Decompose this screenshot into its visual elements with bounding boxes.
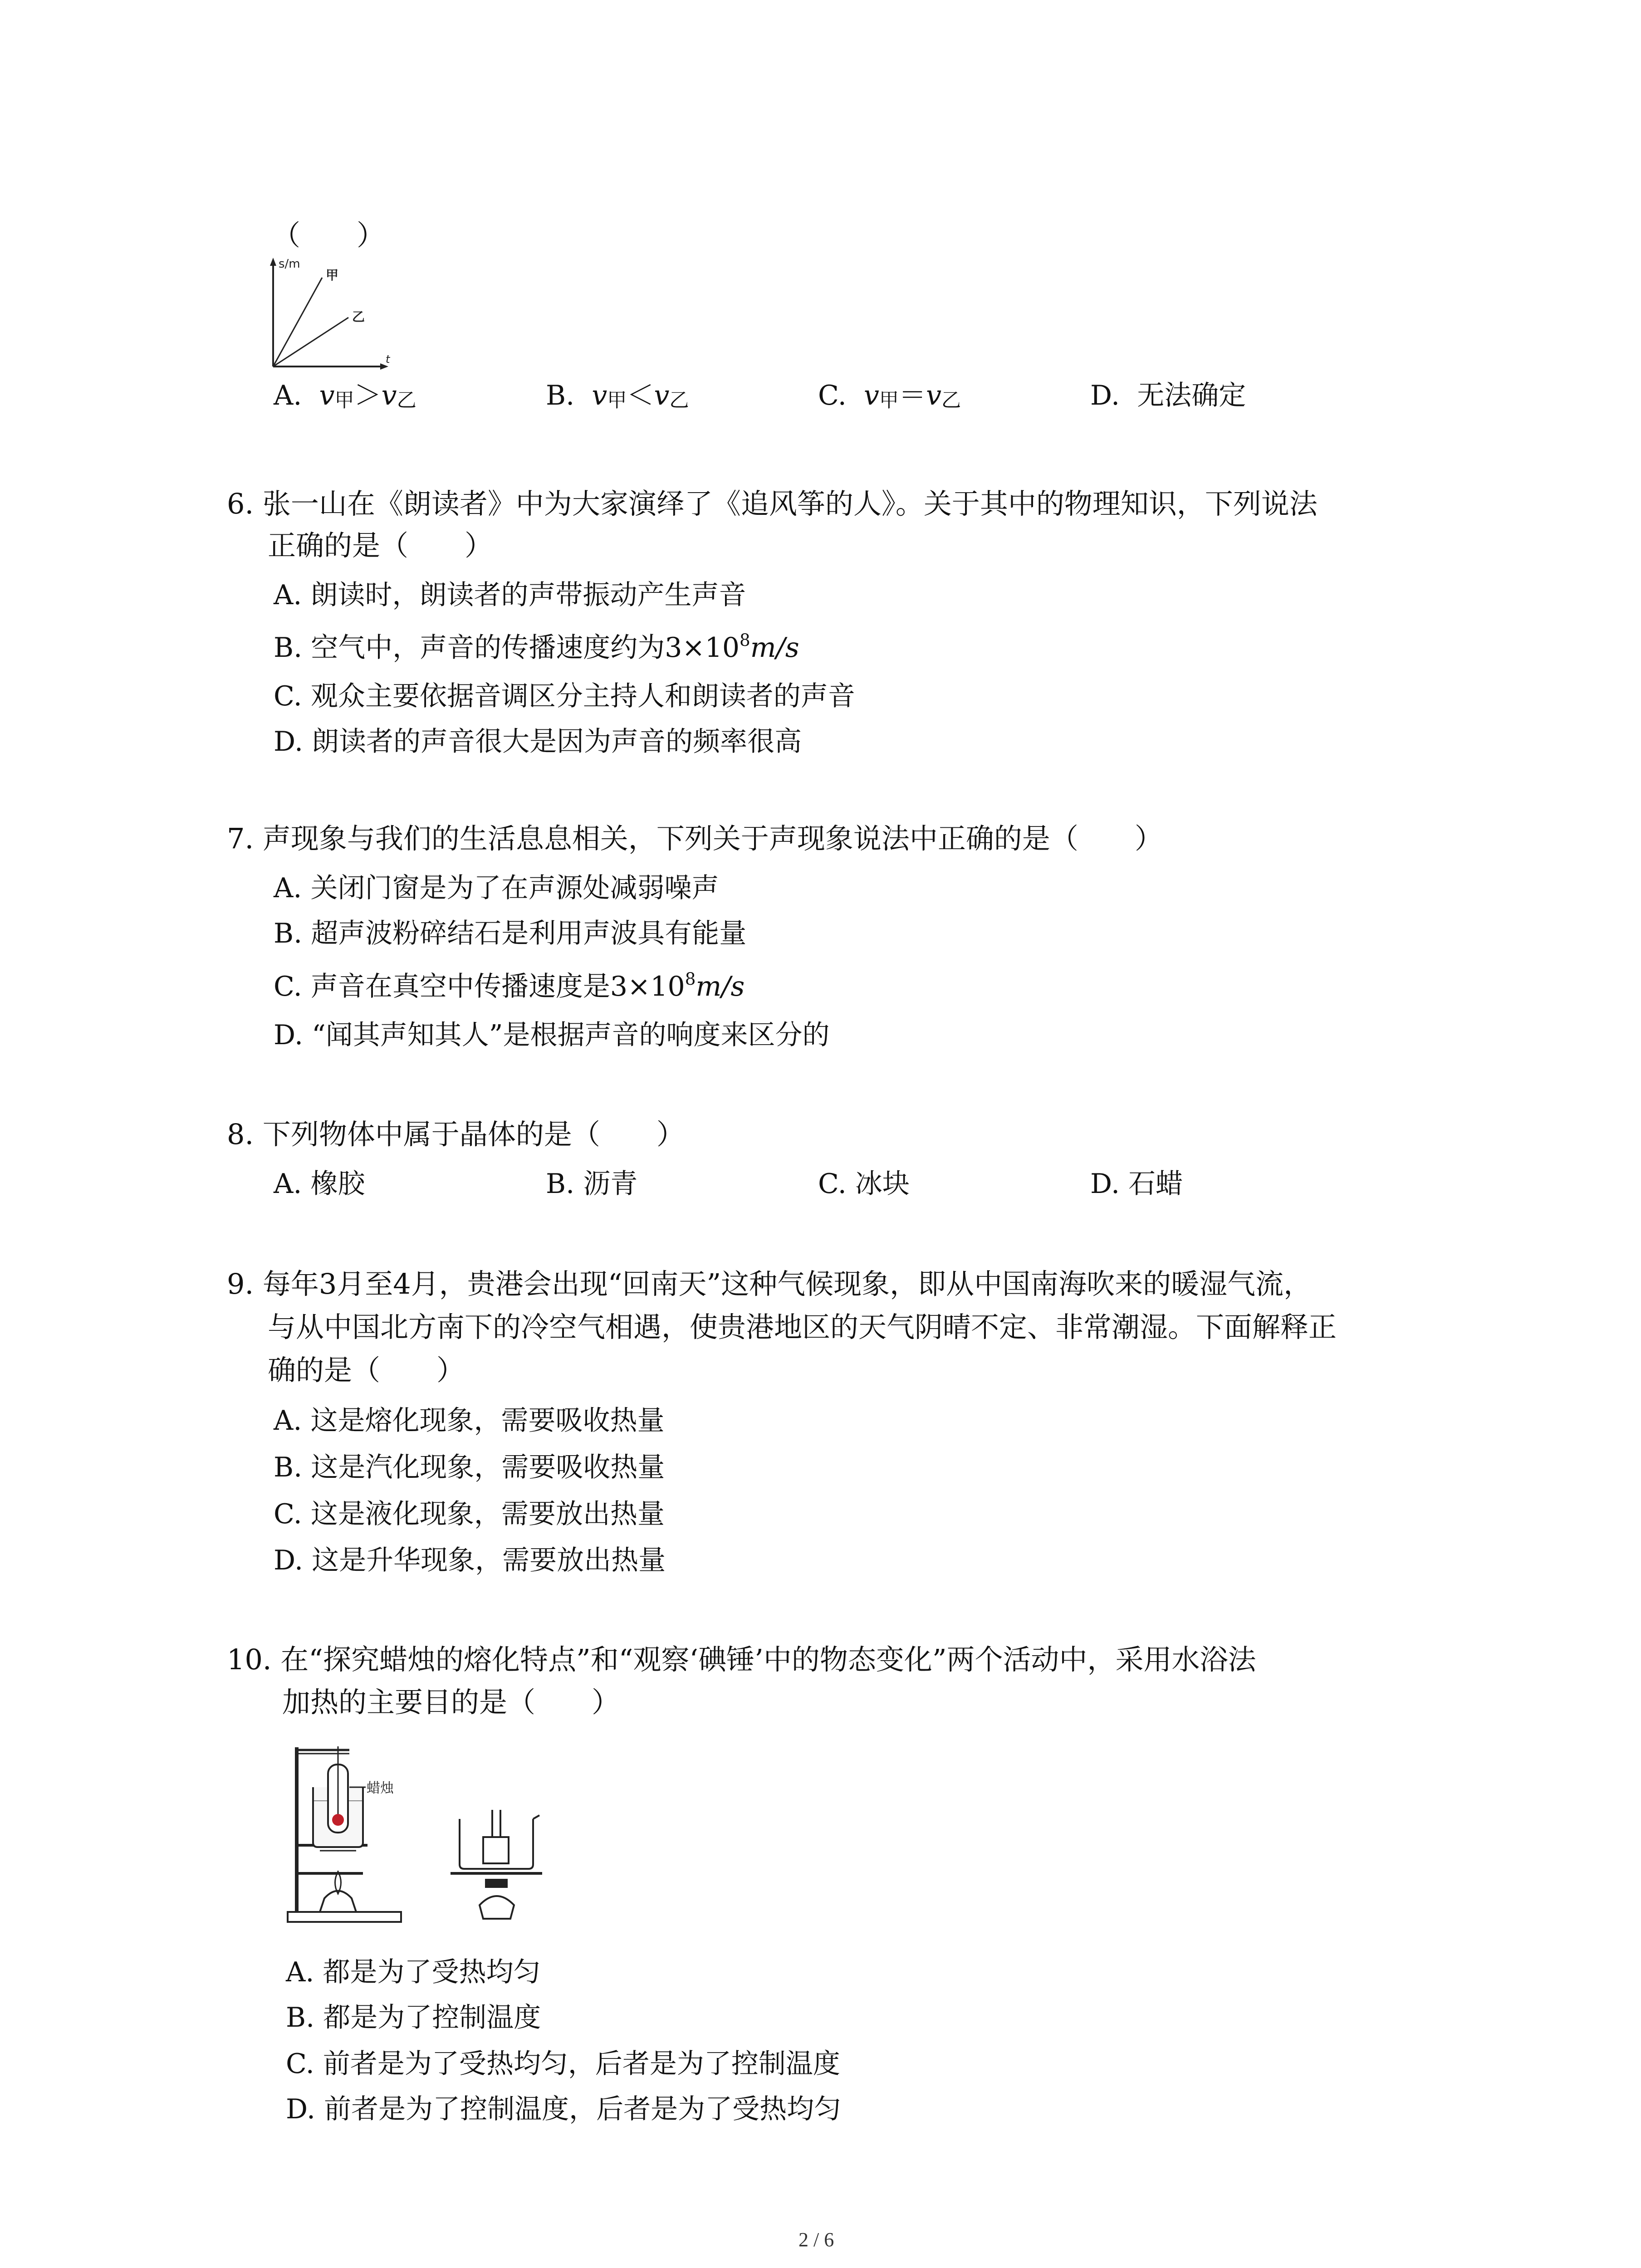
q6-stem-line2: 正确的是（ ）: [268, 529, 493, 562]
q8-option-c[interactable]: C. 冰块: [818, 1168, 910, 1200]
page-number: 2 / 6: [798, 2229, 834, 2251]
q6-stem-line1: 6. 张一山在《朗读者》中为大家演绎了《追风筝的人》。关于其中的物理知识，下列说法: [227, 487, 1318, 520]
line-yi: [273, 318, 348, 367]
q10-option-d[interactable]: D. 前者是为了控制温度，后者是为了受热均匀: [286, 2093, 842, 2125]
q10-option-c[interactable]: C. 前者是为了受热均匀，后者是为了控制温度: [286, 2048, 840, 2080]
q8-option-d[interactable]: D. 石蜡: [1090, 1168, 1183, 1200]
alcohol-lamp-2: [480, 1896, 514, 1919]
q9-option-c[interactable]: C. 这是液化现象，需要放出热量: [274, 1498, 665, 1530]
q9-option-d[interactable]: D. 这是升华现象，需要放出热量: [274, 1545, 666, 1576]
q10-stem-line1: 10. 在“探究蜡烛的熔化特点”和“观察‘碘锤’中的物态变化”两个活动中，采用水浴法: [227, 1643, 1256, 1676]
q6-option-b[interactable]: B. 空气中，声音的传播速度约为$3\times 10^8m/s$: [274, 630, 799, 664]
q5-option-a[interactable]: A. $v_甲>v_乙$: [274, 380, 416, 412]
q6-option-a[interactable]: A. 朗读时，朗读者的声带振动产生声音: [274, 579, 746, 611]
candle-wax-red: [332, 1814, 344, 1826]
q9-option-a[interactable]: A. 这是熔化现象，需要吸收热量: [274, 1405, 665, 1437]
q10-stem-line2: 加热的主要目的是（ ）: [282, 1686, 620, 1719]
stand-base: [288, 1912, 401, 1922]
y-axis-label: s/m: [279, 257, 300, 271]
q5-st-graph: [263, 254, 395, 376]
q7-option-c[interactable]: C. 声音在真空中传播速度是$3\times 10^8m/s$: [274, 968, 745, 1002]
x-axis-label: t: [386, 353, 390, 366]
candle-water-bath-apparatus: [281, 1737, 445, 1932]
q9-option-b[interactable]: B. 这是汽化现象，需要吸收热量: [274, 1452, 665, 1483]
candle-label: 蜡烛: [367, 1780, 394, 1796]
q7-stem-line1: 7. 声现象与我们的生活息息相关，下列关于声现象说法中正确的是（ ）: [227, 822, 1163, 855]
q6-option-c[interactable]: C. 观众主要依据音调区分主持人和朗读者的声音: [274, 680, 855, 712]
iodine-hammer-apparatus: [447, 1805, 551, 1928]
line-jia: [273, 278, 322, 367]
q5-option-b[interactable]: B. $v_甲<v_乙$: [546, 380, 689, 412]
q8-stem-line1: 8. 下列物体中属于晶体的是（ ）: [227, 1118, 685, 1151]
q9-stem-line3: 确的是（ ）: [268, 1354, 465, 1387]
q10-option-a[interactable]: A. 都是为了受热均匀: [286, 1956, 541, 1988]
q10-option-b[interactable]: B. 都是为了控制温度: [286, 2002, 541, 2033]
iodine-hammer: [483, 1837, 509, 1863]
q7-option-a[interactable]: A. 关闭门窗是为了在声源处减弱噪声: [274, 872, 719, 904]
line-jia-label: 甲: [326, 268, 339, 283]
q8-option-b[interactable]: B. 沥青: [546, 1168, 638, 1200]
q5-option-d[interactable]: D. 无法确定: [1090, 380, 1246, 411]
line-yi-label: 乙: [352, 309, 365, 324]
q7-option-d[interactable]: D. “闻其声知其人”是根据声音的响度来区分的: [274, 1019, 830, 1051]
q5-bracket: （ ）: [272, 219, 385, 252]
q6-option-d[interactable]: D. 朗读者的声音很大是因为声音的频率很高: [274, 726, 802, 758]
lamp-wick-holder: [485, 1879, 508, 1888]
y-axis-arrow: [270, 258, 276, 266]
q8-option-a[interactable]: A. 橡胶: [274, 1168, 365, 1200]
q5-option-c[interactable]: C. $v_甲=v_乙$: [818, 380, 961, 412]
beaker-lip: [533, 1815, 539, 1819]
q7-option-b[interactable]: B. 超声波粉碎结石是利用声波具有能量: [274, 918, 747, 949]
q9-stem-line2: 与从中国北方南下的冷空气相遇，使贵港地区的天气阴晴不定、非常潮湿。下面解释正: [268, 1310, 1337, 1344]
q9-stem-line1: 9. 每年3月至4月，贵港会出现“回南天”这种气候现象，即从中国南海吹来的暖湿气流，: [227, 1267, 1312, 1300]
